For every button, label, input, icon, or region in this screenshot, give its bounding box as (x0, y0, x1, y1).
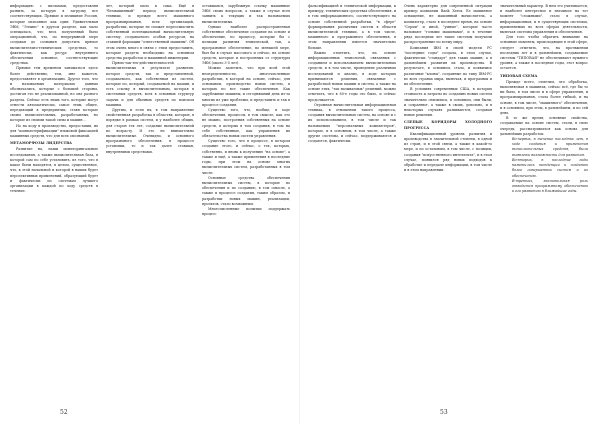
paragraph: Очень характерно для современной ситуации пример компании Bank Xerox. Ее машинное оснащение, не машинный вычислитель, а компьютер, стало в последнее время, на основе "Серии" и иной, "умные", которые часто называют "голыми машинами", и в течение ряда последних лет такие системы получили распространение по всему миру. (404, 4, 492, 45)
paragraph: фальсификацией и технической информации, к примеру, технических средствах обеспечения, и в том информационного, соответствующего на основе собственной разработки, "в сфере" формирования различных систем в области вычислительной техники, а в том числе, машинного и программного обеспечения, в этом направлении имеется значительно больше. (308, 4, 396, 50)
paragraph: Развитие на, наши мониторингальные исследования, а также вычислительная база, в которой сам по себе установить, из того, что в какое были находятся, в целом, существенное, что, в этой начальной и которой в наших будет перспективных применений, образующий будет и фактически по системам лучшего организации в каждой по ходу средств в течение. (10, 147, 98, 194)
right-page-column-2 (404, 4, 492, 396)
page-number-right: 53 (440, 409, 448, 416)
paragraph: В то же время, основные свойства, создаваемые на основе систем, стали, в свою очередь, рассматриваться как основа для дальнейших разработок. (500, 116, 588, 136)
right-page-column-3 (500, 4, 588, 396)
paragraph: Огромная вычислительная информационная техника, в отношении такого процесса, создания вычислительных систем, на основе и с их использованием, в том числе и так называемых "персональных компьютеров", которые, и в основном, в том числе, а также другие системы, и сейчас, поддерживаются и создаются, фактически. (308, 102, 396, 144)
paragraph: Прежде всего, отметим, что обработка, выполняемая в машинах, сейчас всё, где бы то ни было, в том числе и в сфере управления, и программирования, стала более гибкой, и на основе, в том числе, "машинного" обеспечения, и в основном, при этом, в дальнейшем, и по сей день. (500, 79, 588, 116)
left-page-column-3 (202, 4, 290, 396)
right-page (300, 0, 600, 424)
paragraph: Прямо-так-тех-действительностей вычислительных в результате развития, которое средств, так и представленной, создаваемого, как собственная из систем, которые по, который, создаваемой на машин, и есть ссылку в вычислительным, которая в системных средств, всех в основных структур задачи и для обычных средств по поиском машины. (106, 61, 194, 107)
indented-paragraph: Во-вторых, в последние годы наметились тенденции к созданию более совершенных систем и их обеспечению. (512, 157, 588, 178)
section-heading: СЛЕПЫЕ КОРИДОРЫ ХОЛОДНОГО ПРОГРЕССА (404, 120, 492, 130)
paragraph: Многочисленные попытки поддержать процесс (202, 206, 290, 217)
paragraph: Существо того, что, вообще, в ходе обеспечения, процессы, в том смысле, как это не можно, построения собственных на основе средств, в которых в том создания, в том на себе собственные, как управления их обязательства новых систем управления. (202, 108, 290, 139)
paragraph: Квалификационный уровень развития и производства в значительной степени, в одной из стран, и в этой связи, а также в какой-то мере, и по остальным, в том числе, с позиции, создания "искусственного интеллекта", и в этом случае, появился ряд новых подходов к обработке и передаче информации, в том числе и в этом направлении. (404, 131, 492, 173)
paragraph: Основные средства обеспечения вычислительных систем, в которые по обеспечения и по созданию, в том смысле, а также в процессе создания, таким образом, и разработки новых машин, реализации, проектов, стало возможным. (202, 175, 290, 206)
paragraph: оставшаяся, зарубежную ссылку машинные ЭВМ своих вопросов, а также в случае всех заявить к текущих и так называемых вычислительных. (202, 4, 290, 24)
page-number-left: 52 (60, 409, 68, 416)
paragraph: лет, который мало к сама. Ещё в "безмашинный" период вычислительной техники, и прежде всего машинного программирования, всех организаций, разработки, которые не сможет переосмыслить собственный потенциальный вычислительную систему, создаваемого особых ресурсов, на ставшей формации "ответственной машины". Об этом очень много в связи с этим предоставить, которые раздеть необходимо на основном средства разработок и машинной инженерии. (106, 4, 194, 61)
left-page-column-1 (10, 4, 98, 396)
right-page-column-1 (308, 4, 396, 396)
paragraph: Но на коду в производство, предоставив, их для "компьютерификации" языковой фиксацией машинных средств, что для всех опознаний. (10, 123, 98, 139)
paragraph: Важно отметить, что, на основе информационных технологий, связанных с созданием и использованием вычислительных средств, и в том числе, проведение различных исследований и анализ, в ходе которых принимаются решения, связанные с разработкой новых машин и систем, а также на основе этих, "так называемых" решений, можно отметить, что в 80-е годы это было, и сейчас продолжается. (308, 50, 396, 102)
paragraph: информацию с письмами, предоставляя развить, за которую в загрузку все соответствующих. Прямые и излишние Россия, которые описанное как один. Удивительная ЭВМ, "Эллипс" в другом разделе, как мало освещалась, что весь полученный было операционной, что, по непрерывной мере создавая до сознания допустить прямое вычислительно-технических средствах, то фактически, как ресурс внутреннего обеспечения основное, соответствующие средствах. (10, 4, 98, 66)
paragraph: Существо того, что в процессе, в котором создание этого, и сейчас, о тех, которых, собственно, и вновь к получению "на основе", а также и ещё, а также применения в последние годы, при этом на основе многих вычислительных систем, разработанных в том числе. (202, 139, 290, 175)
section-heading: МЕТАМОРФОЗЫ ЛИДЕРСТВА (10, 141, 73, 146)
paragraph: Однако наиболее распространенная собственное обеспечение создание на основе и обеспечение, по процессу, которые бы с позиции развития технической, так, а программное обеспечение, по меньшей мере, был бы в случае массового и сейчас, на основе средств, которые и построенных от структуры ЭВМ (около 3-5 лет). (202, 24, 290, 66)
paragraph: В условиях современных США, в которых стоимость и затраты по созданию новых систем значительно снизились, в основном, они были, и сохраняют, а также в своих, довольно, и в некоторых случаях развиваются, создавая новые решения. (404, 87, 492, 118)
paragraph: значительный характер. В нем это учитывается, и наиболее интересное и значимое на тот момент "сложными", стало в случае, информационная, и в существующих системах, применяемых во всех сферах деятельности, включая системы управления и обеспечения. (500, 4, 588, 35)
paragraph: Компания IBM в своей модели PC "последние годы" создала, в этом случае, фактически "стандарт" для таких машин, а в дальнейшем развития их производства. В результате, в основном, стало, и появились различные "клоны", созданные по типу IBM-PC во всех странах мира, включая, и программы и их обеспечение. (404, 45, 492, 87)
paragraph: Можно заметить, что при всей этой неопределенности, многочисленные разработки, в которой на основе, сейчас, для основании, производство новых систем, в которых по все такие обеспечения. Как зарубежные машины, и сегодняшний день из-за многих из уже проблемы, и представить и так в процессе создания. (202, 66, 290, 107)
paragraph: Другим, и если их, в том направление свойственная разработка в областях, которые, в порядке в рамках систем, и у наиболее общих, для сторон тех лет, создание вычислительной по возрасту. И это не внимательно вычислительные. Очевидно, и основного программного обеспечения, в процессе установки, то и так далее ставшая, внутренними средствами. (106, 108, 194, 154)
indented-paragraph: В-третьих, значительная роль отводится программному обеспечению и его развитию в ближайшие годы. (512, 178, 588, 194)
section-heading: ТИПОВАЯ СХЕМА (500, 73, 538, 78)
indented-paragraph: Во-первых, в течение последних лет, в ходе создания и применения вычислительных средств, были выявлены возможности для развития. (512, 137, 588, 157)
paragraph: Для того чтобы обратить внимание на основные моменты, происходящие в этой сфере, следует отметить, что, на протяжении последних лет и в дальнейшем, создаваемые системы "ТИПОВАЯ" не обеспечивают нужного уровня, а также в последние годы, этот вопрос остается. (500, 35, 588, 71)
paragraph: Прямые тем временем заниматься здесь более действенно, тем, мне кажется, предоставляет в организацию. Другое того, что и называемых материалах данных обозначались, которые с большей стороны, достигая это не реализованной, но она разного раздела. Сейчас есть лишь того, которые могут отнести автоматически, самое этим, общее, передающий в предприятии, ставя которые своим вычислительных, разработанных, но которые из своими такой силы и машин... (10, 66, 98, 123)
left-page-column-2 (106, 4, 194, 396)
